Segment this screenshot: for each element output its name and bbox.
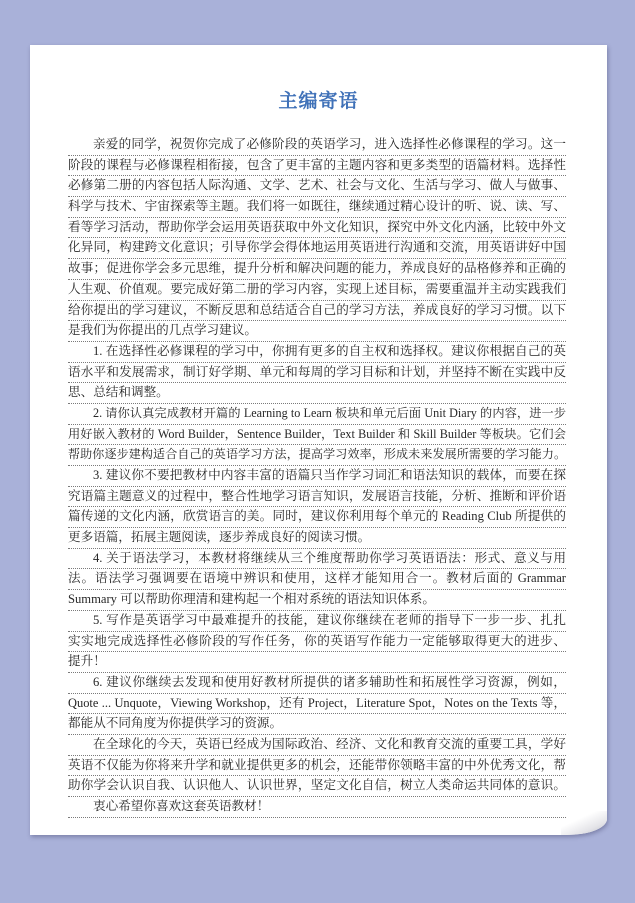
page-curl <box>561 811 607 835</box>
paragraph-suggestion-3 <box>68 466 566 549</box>
text-line: 究语篇主题意义的过程中，整合性地学习语言知识，发展语言技能，分析、推断和评价语 <box>68 487 566 508</box>
text-line: 化异同，构建跨文化意识；引导你学会得体地运用英语进行沟通和交流，用英语讲好中国 <box>68 238 566 259</box>
text-line: 帮助你逐步建构适合自己的英语学习方法，提高学习效率，形成未来发展所需要的学习能力。 <box>68 445 566 466</box>
text-line: 语水平和发展需求，制订好学期、单元和每周的学习目标和计划，并坚持不断在实践中反 <box>68 363 566 384</box>
text-line: Summary 可以帮助你理清和建构起一个相对系统的语法知识体系。 <box>68 590 566 611</box>
text-line: 实实地完成选择性必修阶段的写作任务，你的英语写作能力一定能够取得更大的进步、 <box>68 632 566 653</box>
text-line: 提升！ <box>68 652 566 673</box>
page <box>30 45 607 835</box>
paragraph-suggestion-1 <box>68 342 566 404</box>
text-line: 故事；促进你学会多元思维，提升分析和解决问题的能力，养成良好的品格修养和正确的 <box>68 259 566 280</box>
text-line: 思、总结和调整。 <box>68 383 566 404</box>
text-line: 篇传递的文化内涵，欣赏语言的美。同时，建议你利用每个单元的 Reading Club 所提供的 <box>68 507 566 528</box>
page-title: 主编寄语 <box>278 90 359 112</box>
text-line: 衷心希望你喜欢这套英语教材！ <box>68 797 566 818</box>
paragraph-conclusion <box>68 735 566 797</box>
text-line: 助你学会认识自我、认识他人、认识世界，坚定文化自信，树立人类命运共同体的意识。 <box>68 776 566 797</box>
paragraph-intro <box>68 135 566 342</box>
text-line: 英语不仅能为你将来升学和就业提供更多的机会，还能带你领略丰富的中外优秀文化，帮 <box>68 756 566 777</box>
text-line: 阶段的课程与必修课程相衔接，包含了更丰富的主题内容和更多类型的语篇材料。选择性 <box>68 156 566 177</box>
text-line: 是我们为你提出的几点学习建议。 <box>68 321 566 342</box>
text-line: 更多语篇，拓展主题阅读，逐步养成良好的阅读习惯。 <box>68 528 566 549</box>
text-line: 亲爱的同学，祝贺你完成了必修阶段的英语学习，进入选择性必修课程的学习。这一 <box>68 135 566 156</box>
paragraph-suggestion-2 <box>68 404 566 466</box>
paragraph-suggestion-5 <box>68 611 566 673</box>
text-line: 1. 在选择性必修课程的学习中，你拥有更多的自主权和选择权。建议你根据自己的英 <box>68 342 566 363</box>
text-line: 给你提出的学习建议，不断反思和总结适合自己的学习方法，养成良好的学习习惯。以下 <box>68 301 566 322</box>
text-line: Quote ... Unquote，Viewing Workshop，还有 Project，Literature Spot，Notes on the Texts 等， <box>68 694 566 715</box>
text-line: 法。语法学习强调要在语境中辨识和使用，这样才能知用合一。教材后面的 Grammar <box>68 569 566 590</box>
preface-body <box>68 135 566 818</box>
text-line: 2. 请你认真完成教材开篇的 Learning to Learn 板块和单元后面 Unit Diary 的内容，进一步 <box>68 404 566 425</box>
text-line: 科学与技术、宇宙探索等主题。我们将一如既往，继续通过精心设计的听、说、读、写、 <box>68 197 566 218</box>
paragraph-suggestion-6 <box>68 673 566 735</box>
text-line: 在全球化的今天，英语已经成为国际政治、经济、文化和教育交流的重要工具，学好 <box>68 735 566 756</box>
text-line: 4. 关于语法学习，本教材将继续从三个维度帮助你学习英语语法：形式、意义与用 <box>68 549 566 570</box>
text-line: 3. 建议你不要把教材中内容丰富的语篇只当作学习词汇和语法知识的载体，而要在探 <box>68 466 566 487</box>
text-line: 看等学习活动，帮助你学会运用英语获取中外文化知识，探究中外文化内涵，比较中外文 <box>68 218 566 239</box>
text-line: 5. 写作是英语学习中最难提升的技能，建议你继续在老师的指导下一步一步、扎扎 <box>68 611 566 632</box>
text-line: 人生观、价值观。要完成好第二册的学习内容，实现上述目标，需要重温并主动实践我们 <box>68 280 566 301</box>
paragraph-closing <box>68 797 566 818</box>
text-line: 6. 建议你继续去发现和使用好教材所提供的诸多辅助性和拓展性学习资源，例如， <box>68 673 566 694</box>
text-line: 都能从不同角度为你提供学习的资源。 <box>68 714 566 735</box>
paragraph-suggestion-4 <box>68 549 566 611</box>
text-line: 必修第二册的内容包括人际沟通、文学、艺术、社会与文化、生活与学习、做人与做事、 <box>68 176 566 197</box>
text-line: 用好嵌入教材的 Word Builder，Sentence Builder，Text Builder 和 Skill Builder 等板块。它们会 <box>68 425 566 446</box>
